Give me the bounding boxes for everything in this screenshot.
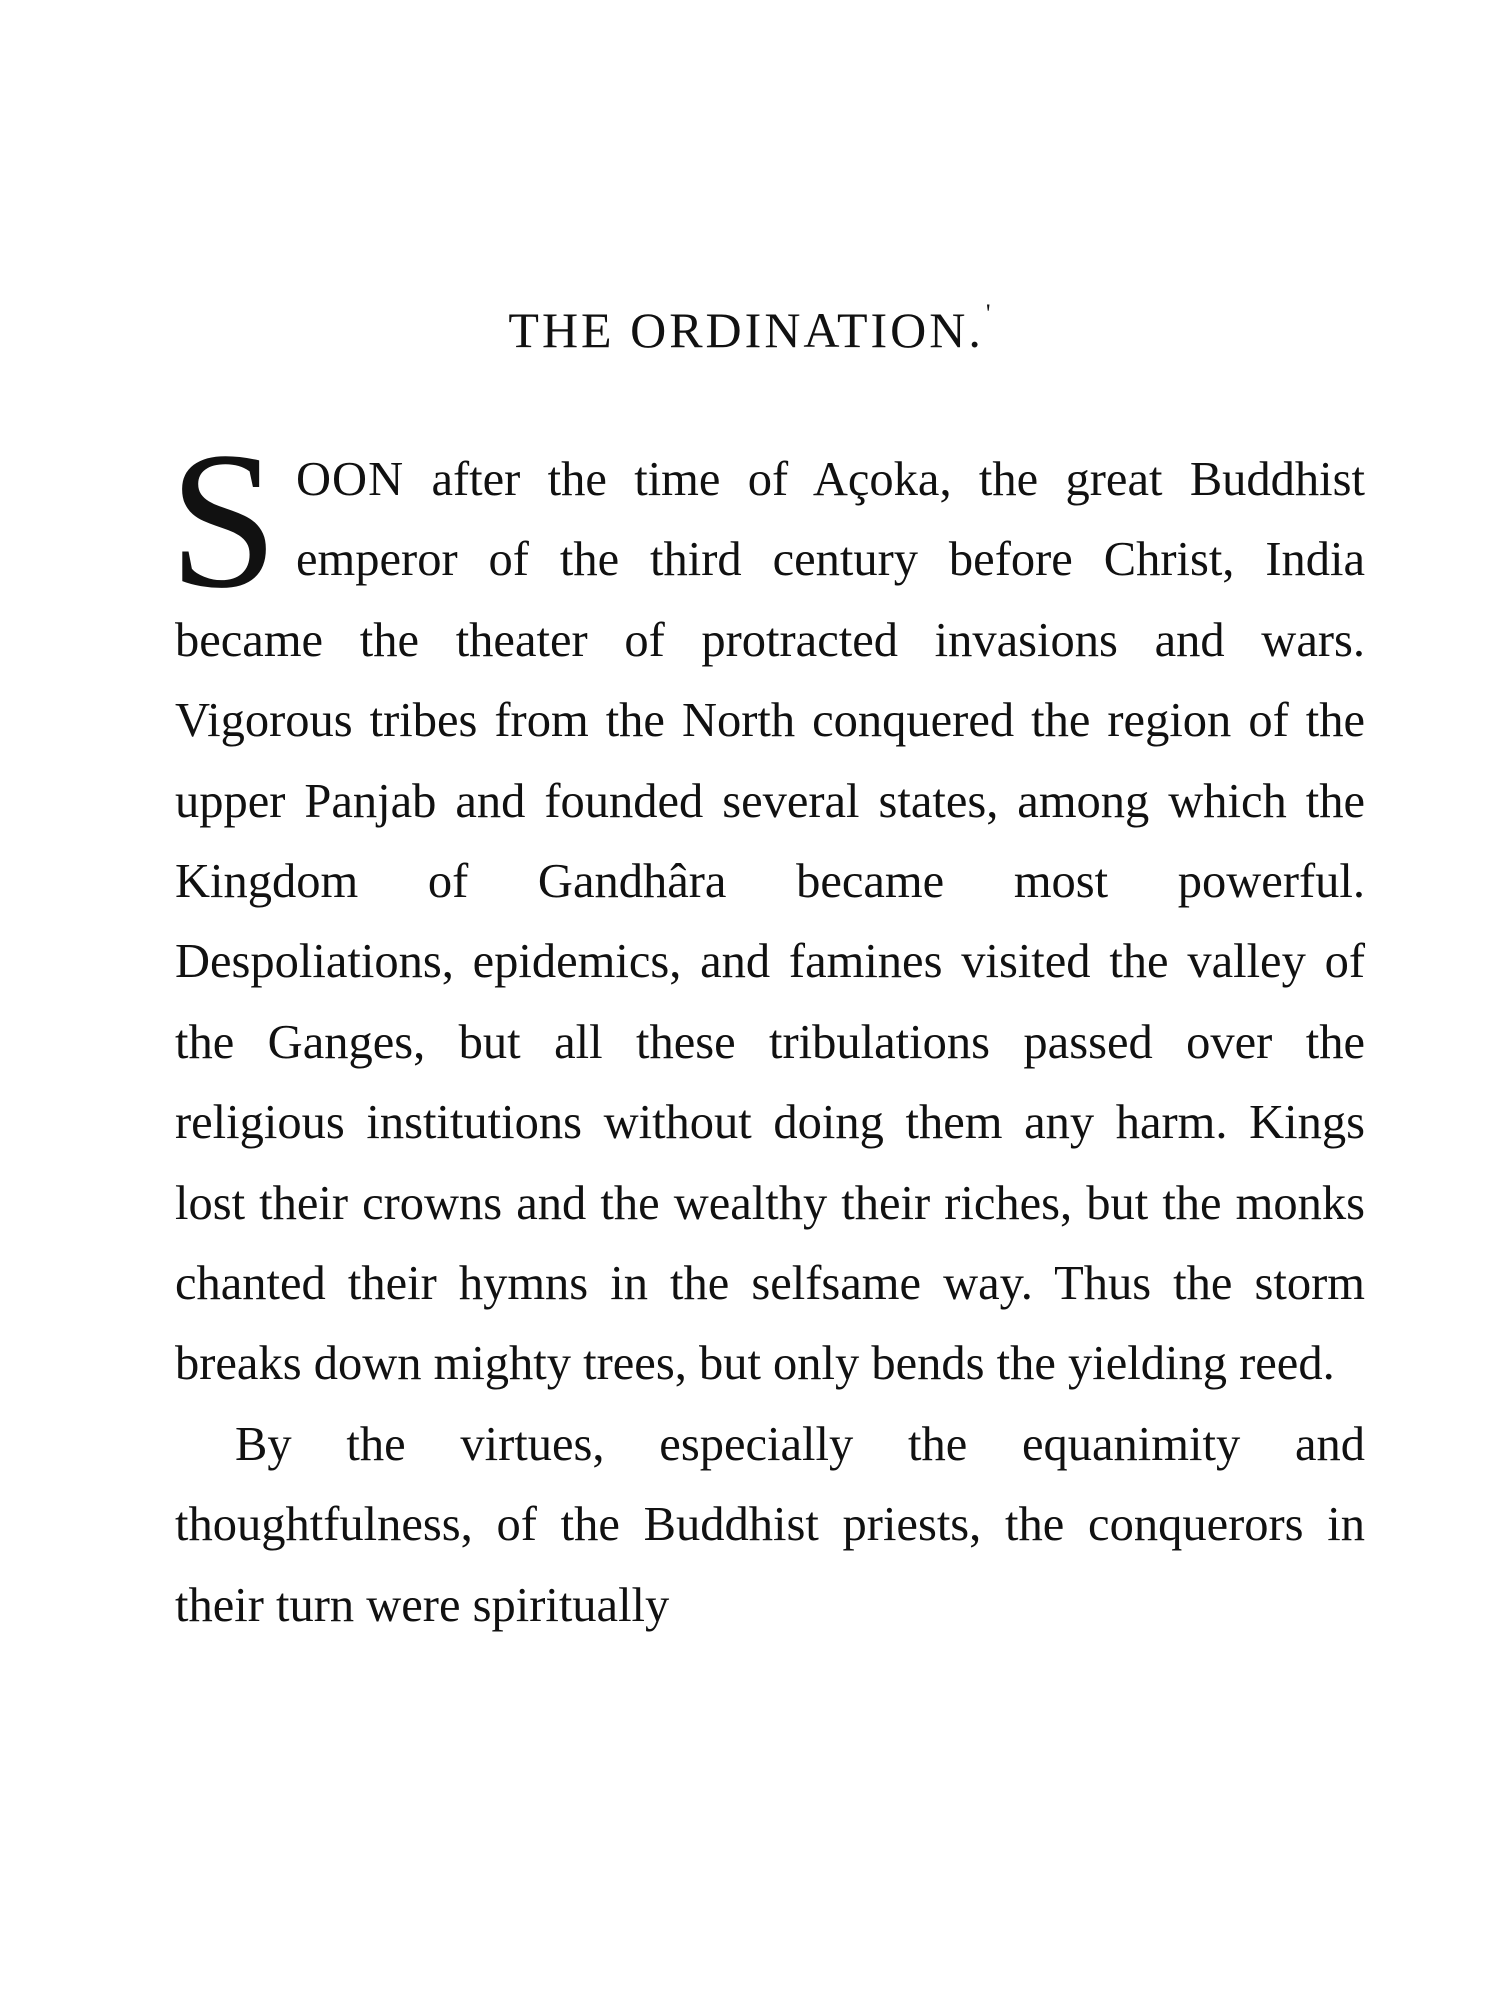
paragraph-1-text: after the time of Açoka, the great Buddhist emperor of the third century before Christ, India became the theater of protracted invasions and wars. Vigorous tribes from the North conquered the region of the upper Panjab and founded several states, among which the Kingdom of Gandhâra became most powerful. Despoliations, epidemics, and famines visited the valley of the Ganges, but all these tribulations passed over the religious institutions without doing them any harm. Kings lost their crowns and the wealthy their riches, but the monks chanted their hymns in the selfsame way. Thus the storm breaks down mighty trees, but only bends the yielding reed. (175, 453, 1365, 1391)
footnote-marker: ' (985, 299, 994, 328)
small-caps-opening: OON (296, 453, 405, 506)
drop-cap: S (169, 412, 279, 629)
paragraph-1 (169, 412, 1365, 1405)
paragraph-2 (175, 1405, 1365, 1646)
chapter-title-text: THE ORDINATION. (508, 302, 984, 358)
chapter-title (0, 299, 1500, 358)
body-text (169, 412, 1365, 1646)
paragraph-2-text: By the virtues, especially the equanimity and thoughtfulness, of the Buddhist priests, the conquerors in their turn were spiritually (175, 1417, 1365, 1632)
